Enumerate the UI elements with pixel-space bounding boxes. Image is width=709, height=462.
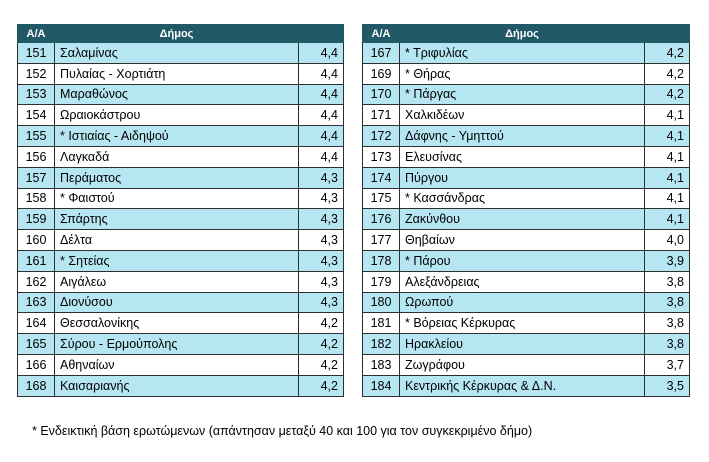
table-row: [18, 354, 344, 375]
rank-cell: 159: [18, 209, 55, 230]
rank-cell: 162: [18, 271, 55, 292]
table-row: [18, 375, 344, 396]
table-row: [18, 313, 344, 334]
table-row: [18, 126, 344, 147]
score-cell: 4,3: [299, 188, 344, 209]
table-row: [363, 188, 690, 209]
rank-cell: 170: [363, 84, 400, 105]
table-row: [363, 230, 690, 251]
score-cell: 4,1: [645, 209, 690, 230]
ranking-table-left: [17, 24, 344, 397]
score-cell: 4,4: [299, 105, 344, 126]
table-row: [18, 250, 344, 271]
rank-cell: 171: [363, 105, 400, 126]
municipality-cell: Μαραθώνος: [55, 84, 299, 105]
municipality-cell: Δάφνης - Υμηττού: [400, 126, 645, 147]
rank-cell: 180: [363, 292, 400, 313]
rank-cell: 169: [363, 63, 400, 84]
municipality-cell: * Κασσάνδρας: [400, 188, 645, 209]
table-row: [363, 354, 690, 375]
score-cell: 4,2: [645, 84, 690, 105]
table-body-left: [18, 43, 344, 397]
header-aa: Α/Α: [18, 25, 55, 43]
score-cell: 4,1: [645, 126, 690, 147]
municipality-cell: Σύρου - Ερμούπολης: [55, 334, 299, 355]
score-cell: 4,2: [645, 63, 690, 84]
score-cell: 4,4: [299, 84, 344, 105]
municipality-cell: * Βόρειας Κέρκυρας: [400, 313, 645, 334]
rank-cell: 177: [363, 230, 400, 251]
score-cell: 4,3: [299, 209, 344, 230]
rank-cell: 153: [18, 84, 55, 105]
rank-cell: 184: [363, 375, 400, 396]
score-cell: 4,0: [645, 230, 690, 251]
table-row: [363, 43, 690, 64]
municipality-cell: Σαλαμίνας: [55, 43, 299, 64]
rank-cell: 167: [363, 43, 400, 64]
rank-cell: 154: [18, 105, 55, 126]
score-cell: 4,4: [299, 146, 344, 167]
municipality-cell: Δέλτα: [55, 230, 299, 251]
table-row: [363, 146, 690, 167]
municipality-cell: Ωρωπού: [400, 292, 645, 313]
table-row: [18, 105, 344, 126]
municipality-cell: Ηρακλείου: [400, 334, 645, 355]
rank-cell: 176: [363, 209, 400, 230]
score-cell: 4,1: [645, 167, 690, 188]
score-cell: 4,2: [299, 313, 344, 334]
rank-cell: 168: [18, 375, 55, 396]
municipality-cell: Πύργου: [400, 167, 645, 188]
rank-cell: 164: [18, 313, 55, 334]
rank-cell: 182: [363, 334, 400, 355]
municipality-cell: Διονύσου: [55, 292, 299, 313]
score-cell: 4,3: [299, 250, 344, 271]
rank-cell: 158: [18, 188, 55, 209]
municipality-cell: Ελευσίνας: [400, 146, 645, 167]
table-row: [363, 84, 690, 105]
municipality-cell: Χαλκιδέων: [400, 105, 645, 126]
score-cell: 4,1: [645, 188, 690, 209]
score-cell: 4,2: [299, 375, 344, 396]
table-header-row: [18, 25, 344, 43]
rank-cell: 181: [363, 313, 400, 334]
score-cell: 4,1: [645, 105, 690, 126]
table-row: [363, 292, 690, 313]
municipality-cell: Αιγάλεω: [55, 271, 299, 292]
table-row: [18, 43, 344, 64]
score-cell: 4,4: [299, 63, 344, 84]
table-row: [363, 250, 690, 271]
rank-cell: 155: [18, 126, 55, 147]
table-row: [363, 105, 690, 126]
rank-cell: 178: [363, 250, 400, 271]
table-row: [18, 230, 344, 251]
municipality-cell: * Ιστιαίας - Αιδηψού: [55, 126, 299, 147]
rank-cell: 151: [18, 43, 55, 64]
rank-cell: 183: [363, 354, 400, 375]
score-cell: 4,4: [299, 126, 344, 147]
municipality-cell: Ωραιοκάστρου: [55, 105, 299, 126]
municipality-cell: Πυλαίας - Χορτιάτη: [55, 63, 299, 84]
municipality-cell: Θηβαίων: [400, 230, 645, 251]
table-row: [363, 126, 690, 147]
rank-cell: 161: [18, 250, 55, 271]
rank-cell: 156: [18, 146, 55, 167]
rank-cell: 165: [18, 334, 55, 355]
municipality-cell: * Πάρου: [400, 250, 645, 271]
municipality-cell: Ζακύνθου: [400, 209, 645, 230]
score-cell: 4,3: [299, 271, 344, 292]
score-cell: 4,2: [299, 354, 344, 375]
table-row: [363, 167, 690, 188]
rank-cell: 160: [18, 230, 55, 251]
header-aa: Α/Α: [363, 25, 400, 43]
score-cell: 3,9: [645, 250, 690, 271]
rank-cell: 157: [18, 167, 55, 188]
rank-cell: 163: [18, 292, 55, 313]
municipality-cell: Αθηναίων: [55, 354, 299, 375]
table-row: [363, 313, 690, 334]
municipality-cell: * Φαιστού: [55, 188, 299, 209]
rank-cell: 175: [363, 188, 400, 209]
table-row: [18, 292, 344, 313]
table-row: [363, 334, 690, 355]
score-cell: 3,5: [645, 375, 690, 396]
municipality-cell: * Σητείας: [55, 250, 299, 271]
score-cell: 4,2: [645, 43, 690, 64]
rank-cell: 152: [18, 63, 55, 84]
header-score: [645, 25, 690, 43]
footnote: * Ενδεικτική βάση ερωτώμενων (απάντησαν μεταξύ 40 και 100 για τον συγκεκριμένο δήμο): [32, 424, 533, 438]
table-row: [18, 167, 344, 188]
table-row: [18, 334, 344, 355]
score-cell: 3,8: [645, 313, 690, 334]
municipality-cell: Θεσσαλονίκης: [55, 313, 299, 334]
table-row: [363, 375, 690, 396]
municipality-cell: Περάματος: [55, 167, 299, 188]
score-cell: 4,1: [645, 146, 690, 167]
municipality-cell: * Τριφυλίας: [400, 43, 645, 64]
rank-cell: 179: [363, 271, 400, 292]
ranking-table-right: [362, 24, 690, 397]
municipality-cell: Σπάρτης: [55, 209, 299, 230]
score-cell: 4,2: [299, 334, 344, 355]
municipality-cell: Λαγκαδά: [55, 146, 299, 167]
score-cell: 3,8: [645, 334, 690, 355]
rank-cell: 173: [363, 146, 400, 167]
table-body-right: [363, 43, 690, 397]
table-row: [18, 63, 344, 84]
rank-cell: 166: [18, 354, 55, 375]
table-row: [18, 146, 344, 167]
municipality-cell: Κεντρικής Κέρκυρας & Δ.Ν.: [400, 375, 645, 396]
table-row: [18, 84, 344, 105]
municipality-cell: Αλεξάνδρειας: [400, 271, 645, 292]
score-cell: 4,3: [299, 167, 344, 188]
score-cell: 4,4: [299, 43, 344, 64]
rank-cell: 172: [363, 126, 400, 147]
municipality-cell: * Θήρας: [400, 63, 645, 84]
header-score: [299, 25, 344, 43]
table-row: [18, 209, 344, 230]
table-row: [363, 63, 690, 84]
table-row: [363, 271, 690, 292]
score-cell: 3,8: [645, 271, 690, 292]
table-row: [18, 188, 344, 209]
header-municipality: Δήμος: [400, 25, 645, 43]
municipality-cell: * Πάργας: [400, 84, 645, 105]
score-cell: 4,3: [299, 292, 344, 313]
municipality-cell: Ζωγράφου: [400, 354, 645, 375]
table-row: [363, 209, 690, 230]
table-row: [18, 271, 344, 292]
header-municipality: Δήμος: [55, 25, 299, 43]
municipality-cell: Καισαριανής: [55, 375, 299, 396]
score-cell: 3,7: [645, 354, 690, 375]
score-cell: 3,8: [645, 292, 690, 313]
table-header-row: [363, 25, 690, 43]
rank-cell: 174: [363, 167, 400, 188]
score-cell: 4,3: [299, 230, 344, 251]
